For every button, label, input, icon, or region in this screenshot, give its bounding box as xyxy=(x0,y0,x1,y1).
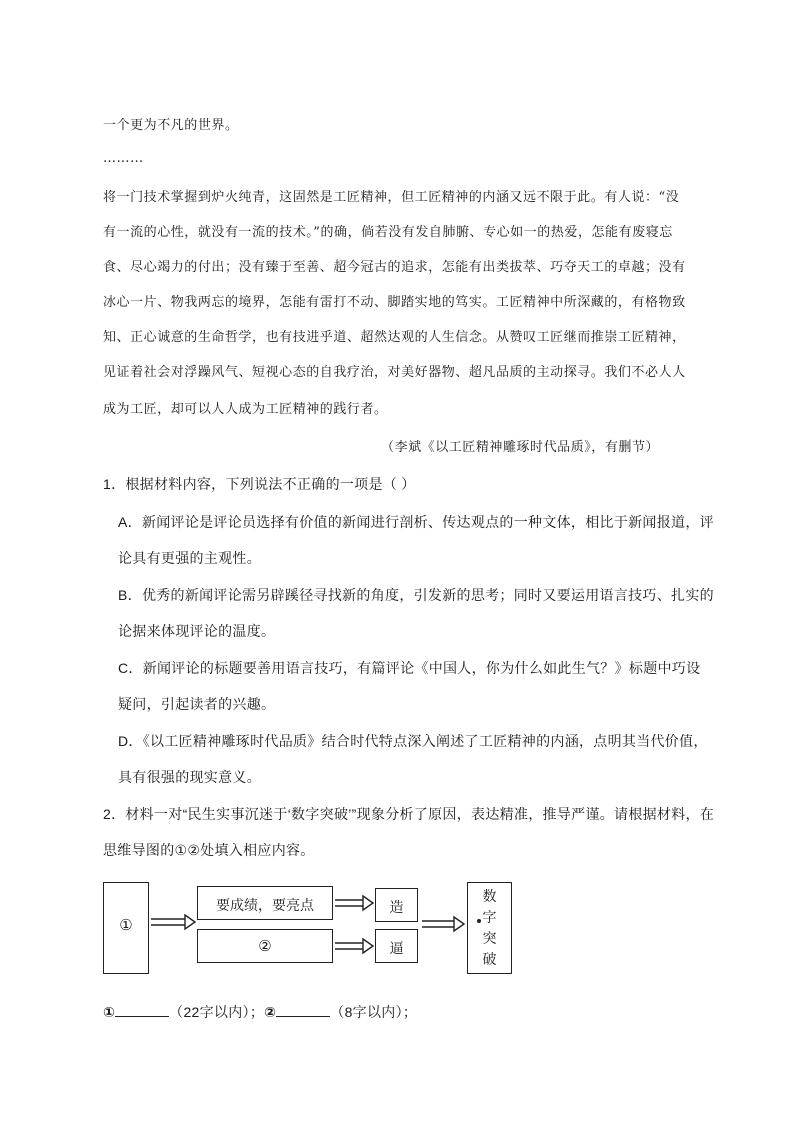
diagram-label-result: 突 xyxy=(482,931,497,947)
bullet-dot xyxy=(477,919,481,923)
question-1-option-b-cont: 论据来体现评论的温度。 xyxy=(118,623,276,639)
arrow-icon xyxy=(333,936,375,956)
question-1-option-a: A．新闻评论是评论员选择有价值的新闻进行剖析、传达观点的一种文体，相比于新闻报道，评 xyxy=(118,514,714,530)
answer-hint-1: （22字以内）； xyxy=(169,1004,265,1020)
question-2-stem: 2．材料一对“民生实事沉迷于‘数字突破’”现象分析了原因，表达精准，推导严谨。请根据材料，在 xyxy=(103,806,715,822)
diagram-label-top: 要成绩，要亮点 xyxy=(216,898,314,914)
diagram-label-bi: 逼 xyxy=(389,941,404,957)
answer-blank-2[interactable] xyxy=(276,1004,330,1017)
answer-label-1: ① xyxy=(103,1004,116,1020)
question-2-stem-cont: 思维导图的①②处填入相应内容。 xyxy=(103,842,315,858)
passage-line: 见证着社会对浮躁风气、短视心态的自我疗治，对美好器物、超凡品质的主动探寻。我们不必人人 xyxy=(103,365,686,380)
passage-line: 食、尽心竭力的付出；没有臻于至善、超今冠古的追求，怎能有出类拔萃、巧夺天工的卓越；没有 xyxy=(103,260,686,275)
diagram-box-result xyxy=(467,882,512,974)
passage-line: 将一门技术掌握到炉火纯青，这固然是工匠精神，但工匠精神的内涵又远不限于此。有人说：“没 xyxy=(103,190,680,205)
answer-label-2: ② xyxy=(264,1004,277,1020)
diagram-box-bi xyxy=(375,929,418,963)
arrow-icon xyxy=(420,914,466,934)
question-1-option-a-cont: 论具有更强的主观性。 xyxy=(118,550,261,566)
diagram-label-1: ① xyxy=(119,916,133,934)
diagram-label-result: 破 xyxy=(482,952,497,968)
question-1-option-b: B．优秀的新闻评论需另辟蹊径寻找新的角度，引发新的思考；同时又要运用语言技巧、扎实的 xyxy=(118,587,714,603)
diagram-label-zao: 造 xyxy=(389,900,404,916)
question-1-stem: 1．根据材料内容，下列说法不正确的一项是（ ） xyxy=(103,476,416,492)
passage-line: 有一流的心性，就没有一流的技术。”的确，倘若没有发自肺腑、专心如一的热爱，怎能有废寝忘 xyxy=(103,225,673,240)
passage-ellipsis: ……… xyxy=(103,151,144,166)
passage-line: 知、正心诚意的生命哲学，也有技进乎道、超然达观的人生信念。从赞叹工匠继而推崇工匠精神， xyxy=(103,330,686,345)
diagram-box-zao xyxy=(375,888,418,922)
passage-line: 冰心一片、物我两忘的境界，怎能有雷打不动、脚踏实地的笃实。工匠精神中所深藏的，有格物致 xyxy=(103,295,686,310)
arrow-icon xyxy=(333,893,375,913)
question-1-option-c-cont: 疑问，引起读者的兴趣。 xyxy=(118,696,276,712)
answer-blank-1[interactable] xyxy=(115,1004,169,1017)
question-1-option-d: D．《以工匠精神雕琢时代品质》结合时代特点深入阐述了工匠精神的内涵，点明其当代价值， xyxy=(118,733,708,749)
diagram-box-top xyxy=(197,886,333,920)
diagram-box-1 xyxy=(103,882,149,974)
passage-line: 一个更为不凡的世界。 xyxy=(103,118,239,133)
diagram-label-result: 字 xyxy=(482,910,497,926)
answer-hint-2: （8字以内）； xyxy=(330,1004,418,1020)
diagram-label-result: 数 xyxy=(482,889,497,905)
question-1-option-d-cont: 具有很强的现实意义。 xyxy=(118,769,261,785)
diagram-box-2 xyxy=(197,929,333,963)
question-1-option-c: C．新闻评论的标题要善用语言技巧，有篇评论《中国人，你为什么如此生气？》标题中巧设 xyxy=(118,660,701,676)
diagram-label-2: ② xyxy=(258,937,272,955)
answer-line xyxy=(103,1002,417,1022)
passage-line: 成为工匠，却可以人人成为工匠精神的践行者。 xyxy=(103,402,388,417)
passage-source: （李斌《以工匠精神雕琢时代品质》，有删节） xyxy=(381,440,660,455)
arrow-icon xyxy=(149,912,197,932)
